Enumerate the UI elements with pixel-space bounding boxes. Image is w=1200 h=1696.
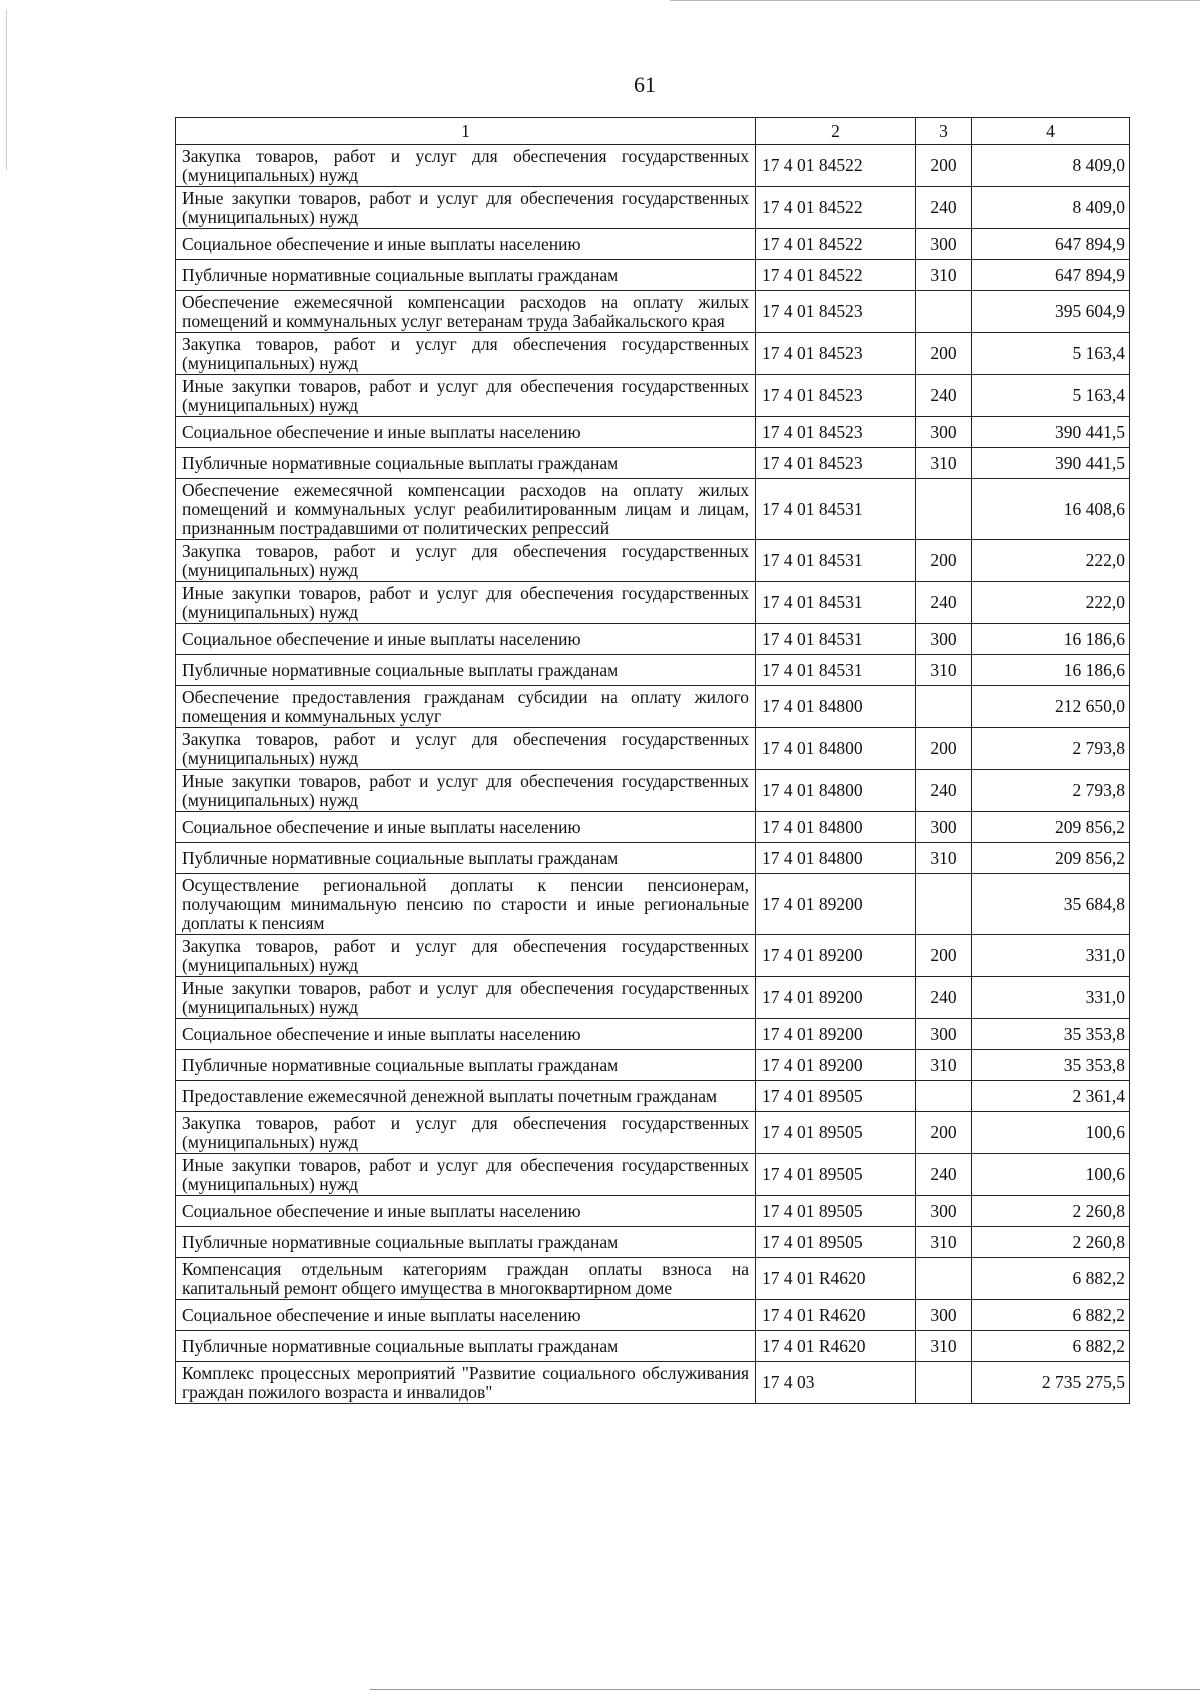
row-amount-cell: 2 735 275,5 <box>972 1362 1130 1404</box>
column-header-amount: 4 <box>972 118 1130 145</box>
row-code-cell: 17 4 01 89505 <box>756 1112 916 1154</box>
row-kind-cell: 310 <box>916 1227 972 1258</box>
table-row <box>176 417 1130 448</box>
table-row <box>176 187 1130 229</box>
row-amount-cell: 331,0 <box>972 935 1130 977</box>
row-name-cell: Социальное обеспечение и иные выплаты населению <box>176 417 756 448</box>
table-row <box>176 1362 1130 1404</box>
row-amount-cell: 8 409,0 <box>972 145 1130 187</box>
row-kind-cell <box>916 291 972 333</box>
row-code-cell: 17 4 01 84523 <box>756 417 916 448</box>
row-name-cell: Обеспечение ежемесячной компенсации расходов на оплату жилых помещений и коммунальных услуг ветеранам труда Забайкальского края <box>176 291 756 333</box>
row-code-cell: 17 4 01 R4620 <box>756 1300 916 1331</box>
row-name-cell: Закупка товаров, работ и услуг для обеспечения государственных (муниципальных) нужд <box>176 935 756 977</box>
row-name-cell: Публичные нормативные социальные выплаты гражданам <box>176 448 756 479</box>
row-code-cell: 17 4 03 <box>756 1362 916 1404</box>
table-row <box>176 1258 1130 1300</box>
row-kind-cell: 240 <box>916 582 972 624</box>
row-amount-cell: 209 856,2 <box>972 843 1130 874</box>
row-amount-cell: 2 361,4 <box>972 1081 1130 1112</box>
table-row <box>176 375 1130 417</box>
row-amount-cell: 6 882,2 <box>972 1258 1130 1300</box>
row-name-cell: Компенсация отдельным категориям граждан оплаты взноса на капитальный ремонт общего имущества в многоквартирном доме <box>176 1258 756 1300</box>
table-row <box>176 1300 1130 1331</box>
budget-table-container <box>175 117 1129 1404</box>
row-code-cell: 17 4 01 84800 <box>756 728 916 770</box>
row-kind-cell: 310 <box>916 1050 972 1081</box>
row-amount-cell: 100,6 <box>972 1112 1130 1154</box>
row-amount-cell: 647 894,9 <box>972 229 1130 260</box>
table-row <box>176 448 1130 479</box>
row-amount-cell: 390 441,5 <box>972 448 1130 479</box>
row-amount-cell: 35 353,8 <box>972 1050 1130 1081</box>
row-name-cell: Публичные нормативные социальные выплаты гражданам <box>176 843 756 874</box>
row-code-cell: 17 4 01 89505 <box>756 1196 916 1227</box>
row-name-cell: Социальное обеспечение и иные выплаты населению <box>176 1300 756 1331</box>
row-amount-cell: 222,0 <box>972 540 1130 582</box>
row-code-cell: 17 4 01 84522 <box>756 187 916 229</box>
row-kind-cell: 300 <box>916 812 972 843</box>
row-kind-cell: 200 <box>916 935 972 977</box>
table-row <box>176 977 1130 1019</box>
row-amount-cell: 222,0 <box>972 582 1130 624</box>
row-kind-cell: 300 <box>916 624 972 655</box>
row-kind-cell: 200 <box>916 540 972 582</box>
scan-edge-line <box>370 1689 1200 1690</box>
table-row <box>176 935 1130 977</box>
row-name-cell: Осуществление региональной доплаты к пенсии пенсионерам, получающим минимальную пенсию по старости и иные региональные доплаты к пенсиям <box>176 874 756 935</box>
row-amount-cell: 331,0 <box>972 977 1130 1019</box>
row-kind-cell: 240 <box>916 187 972 229</box>
table-row <box>176 333 1130 375</box>
row-kind-cell: 200 <box>916 1112 972 1154</box>
row-code-cell: 17 4 01 R4620 <box>756 1331 916 1362</box>
row-kind-cell: 200 <box>916 728 972 770</box>
row-name-cell: Социальное обеспечение и иные выплаты населению <box>176 624 756 655</box>
row-code-cell: 17 4 01 84531 <box>756 582 916 624</box>
row-name-cell: Закупка товаров, работ и услуг для обеспечения государственных (муниципальных) нужд <box>176 728 756 770</box>
row-name-cell: Публичные нормативные социальные выплаты гражданам <box>176 1331 756 1362</box>
row-code-cell: 17 4 01 84523 <box>756 375 916 417</box>
row-amount-cell: 16 186,6 <box>972 655 1130 686</box>
row-name-cell: Иные закупки товаров, работ и услуг для обеспечения государственных (муниципальных) нужд <box>176 1154 756 1196</box>
row-name-cell: Публичные нормативные социальные выплаты гражданам <box>176 1227 756 1258</box>
row-amount-cell: 212 650,0 <box>972 686 1130 728</box>
row-code-cell: 17 4 01 84523 <box>756 333 916 375</box>
table-row <box>176 1081 1130 1112</box>
row-amount-cell: 395 604,9 <box>972 291 1130 333</box>
row-amount-cell: 35 353,8 <box>972 1019 1130 1050</box>
table-row <box>176 843 1130 874</box>
row-name-cell: Иные закупки товаров, работ и услуг для обеспечения государственных (муниципальных) нужд <box>176 375 756 417</box>
row-code-cell: 17 4 01 89200 <box>756 935 916 977</box>
row-kind-cell: 300 <box>916 1300 972 1331</box>
row-amount-cell: 390 441,5 <box>972 417 1130 448</box>
row-code-cell: 17 4 01 84522 <box>756 260 916 291</box>
row-name-cell: Социальное обеспечение и иные выплаты населению <box>176 229 756 260</box>
table-row <box>176 770 1130 812</box>
row-kind-cell <box>916 1081 972 1112</box>
row-name-cell: Закупка товаров, работ и услуг для обеспечения государственных (муниципальных) нужд <box>176 333 756 375</box>
row-code-cell: 17 4 01 84531 <box>756 479 916 540</box>
table-row <box>176 479 1130 540</box>
row-code-cell: 17 4 01 89505 <box>756 1227 916 1258</box>
scan-edge-line <box>670 0 1200 3</box>
row-amount-cell: 16 186,6 <box>972 624 1130 655</box>
row-code-cell: 17 4 01 89200 <box>756 874 916 935</box>
row-amount-cell: 647 894,9 <box>972 260 1130 291</box>
row-code-cell: 17 4 01 84800 <box>756 686 916 728</box>
row-name-cell: Иные закупки товаров, работ и услуг для обеспечения государственных (муниципальных) нужд <box>176 582 756 624</box>
row-amount-cell: 100,6 <box>972 1154 1130 1196</box>
row-kind-cell: 240 <box>916 375 972 417</box>
row-name-cell: Иные закупки товаров, работ и услуг для обеспечения государственных (муниципальных) нужд <box>176 977 756 1019</box>
row-kind-cell: 310 <box>916 260 972 291</box>
row-code-cell: 17 4 01 89200 <box>756 1050 916 1081</box>
table-row <box>176 229 1130 260</box>
row-kind-cell: 310 <box>916 655 972 686</box>
row-code-cell: 17 4 01 89200 <box>756 1019 916 1050</box>
row-name-cell: Публичные нормативные социальные выплаты гражданам <box>176 1050 756 1081</box>
row-code-cell: 17 4 01 84800 <box>756 770 916 812</box>
row-name-cell: Закупка товаров, работ и услуг для обеспечения государственных (муниципальных) нужд <box>176 540 756 582</box>
row-name-cell: Публичные нормативные социальные выплаты гражданам <box>176 260 756 291</box>
row-amount-cell: 6 882,2 <box>972 1300 1130 1331</box>
column-header-name: 1 <box>176 118 756 145</box>
row-name-cell: Иные закупки товаров, работ и услуг для обеспечения государственных (муниципальных) нужд <box>176 770 756 812</box>
table-row <box>176 1227 1130 1258</box>
table-row <box>176 1050 1130 1081</box>
row-kind-cell: 240 <box>916 1154 972 1196</box>
column-header-kind: 3 <box>916 118 972 145</box>
row-name-cell: Закупка товаров, работ и услуг для обеспечения государственных (муниципальных) нужд <box>176 1112 756 1154</box>
row-code-cell: 17 4 01 89200 <box>756 977 916 1019</box>
table-row <box>176 291 1130 333</box>
column-header-code: 2 <box>756 118 916 145</box>
row-amount-cell: 5 163,4 <box>972 375 1130 417</box>
row-amount-cell: 2 260,8 <box>972 1196 1130 1227</box>
row-name-cell: Комплекс процессных мероприятий "Развитие социального обслуживания граждан пожилого возраста и инвалидов" <box>176 1362 756 1404</box>
table-row <box>176 582 1130 624</box>
table-row <box>176 1154 1130 1196</box>
table-row <box>176 1196 1130 1227</box>
row-kind-cell <box>916 686 972 728</box>
table-row <box>176 1331 1130 1362</box>
row-amount-cell: 2 793,8 <box>972 770 1130 812</box>
row-name-cell: Обеспечение предоставления гражданам субсидии на оплату жилого помещения и коммунальных услуг <box>176 686 756 728</box>
row-kind-cell <box>916 479 972 540</box>
row-kind-cell: 300 <box>916 417 972 448</box>
row-code-cell: 17 4 01 84522 <box>756 145 916 187</box>
row-code-cell: 17 4 01 89505 <box>756 1154 916 1196</box>
row-kind-cell: 300 <box>916 1019 972 1050</box>
table-row <box>176 260 1130 291</box>
row-amount-cell: 2 260,8 <box>972 1227 1130 1258</box>
row-name-cell: Публичные нормативные социальные выплаты гражданам <box>176 655 756 686</box>
row-kind-cell: 240 <box>916 977 972 1019</box>
row-name-cell: Закупка товаров, работ и услуг для обеспечения государственных (муниципальных) нужд <box>176 145 756 187</box>
row-amount-cell: 35 684,8 <box>972 874 1130 935</box>
budget-table <box>175 117 1130 1404</box>
row-kind-cell: 300 <box>916 229 972 260</box>
row-kind-cell: 200 <box>916 333 972 375</box>
table-row <box>176 812 1130 843</box>
row-name-cell: Обеспечение ежемесячной компенсации расходов на оплату жилых помещений и коммунальных услуг реабилитированным лицам и лицам, признанным пострадавшими от политических репрессий <box>176 479 756 540</box>
row-code-cell: 17 4 01 84531 <box>756 624 916 655</box>
row-amount-cell: 209 856,2 <box>972 812 1130 843</box>
row-code-cell: 17 4 01 84522 <box>756 229 916 260</box>
row-name-cell: Социальное обеспечение и иные выплаты населению <box>176 812 756 843</box>
row-code-cell: 17 4 01 84531 <box>756 655 916 686</box>
table-row <box>176 624 1130 655</box>
row-kind-cell: 310 <box>916 448 972 479</box>
row-name-cell: Социальное обеспечение и иные выплаты населению <box>176 1019 756 1050</box>
row-kind-cell: 240 <box>916 770 972 812</box>
row-kind-cell: 310 <box>916 1331 972 1362</box>
row-code-cell: 17 4 01 84800 <box>756 843 916 874</box>
row-amount-cell: 8 409,0 <box>972 187 1130 229</box>
table-body <box>176 145 1130 1404</box>
table-header-row <box>176 118 1130 145</box>
row-amount-cell: 5 163,4 <box>972 333 1130 375</box>
table-row <box>176 874 1130 935</box>
row-kind-cell <box>916 1258 972 1300</box>
row-code-cell: 17 4 01 89505 <box>756 1081 916 1112</box>
table-row <box>176 728 1130 770</box>
table-row <box>176 686 1130 728</box>
table-row <box>176 1112 1130 1154</box>
row-kind-cell <box>916 874 972 935</box>
row-code-cell: 17 4 01 84531 <box>756 540 916 582</box>
row-name-cell: Предоставление ежемесячной денежной выплаты почетным гражданам <box>176 1081 756 1112</box>
page-number: 61 <box>634 72 656 97</box>
row-amount-cell: 16 408,6 <box>972 479 1130 540</box>
row-kind-cell: 200 <box>916 145 972 187</box>
table-row <box>176 540 1130 582</box>
row-amount-cell: 6 882,2 <box>972 1331 1130 1362</box>
table-row <box>176 145 1130 187</box>
row-code-cell: 17 4 01 84800 <box>756 812 916 843</box>
row-name-cell: Социальное обеспечение и иные выплаты населению <box>176 1196 756 1227</box>
row-amount-cell: 2 793,8 <box>972 728 1130 770</box>
row-code-cell: 17 4 01 84523 <box>756 291 916 333</box>
row-kind-cell: 310 <box>916 843 972 874</box>
row-name-cell: Иные закупки товаров, работ и услуг для обеспечения государственных (муниципальных) нужд <box>176 187 756 229</box>
row-code-cell: 17 4 01 84523 <box>756 448 916 479</box>
table-row <box>176 1019 1130 1050</box>
row-code-cell: 17 4 01 R4620 <box>756 1258 916 1300</box>
row-kind-cell: 300 <box>916 1196 972 1227</box>
table-row <box>176 655 1130 686</box>
row-kind-cell <box>916 1362 972 1404</box>
